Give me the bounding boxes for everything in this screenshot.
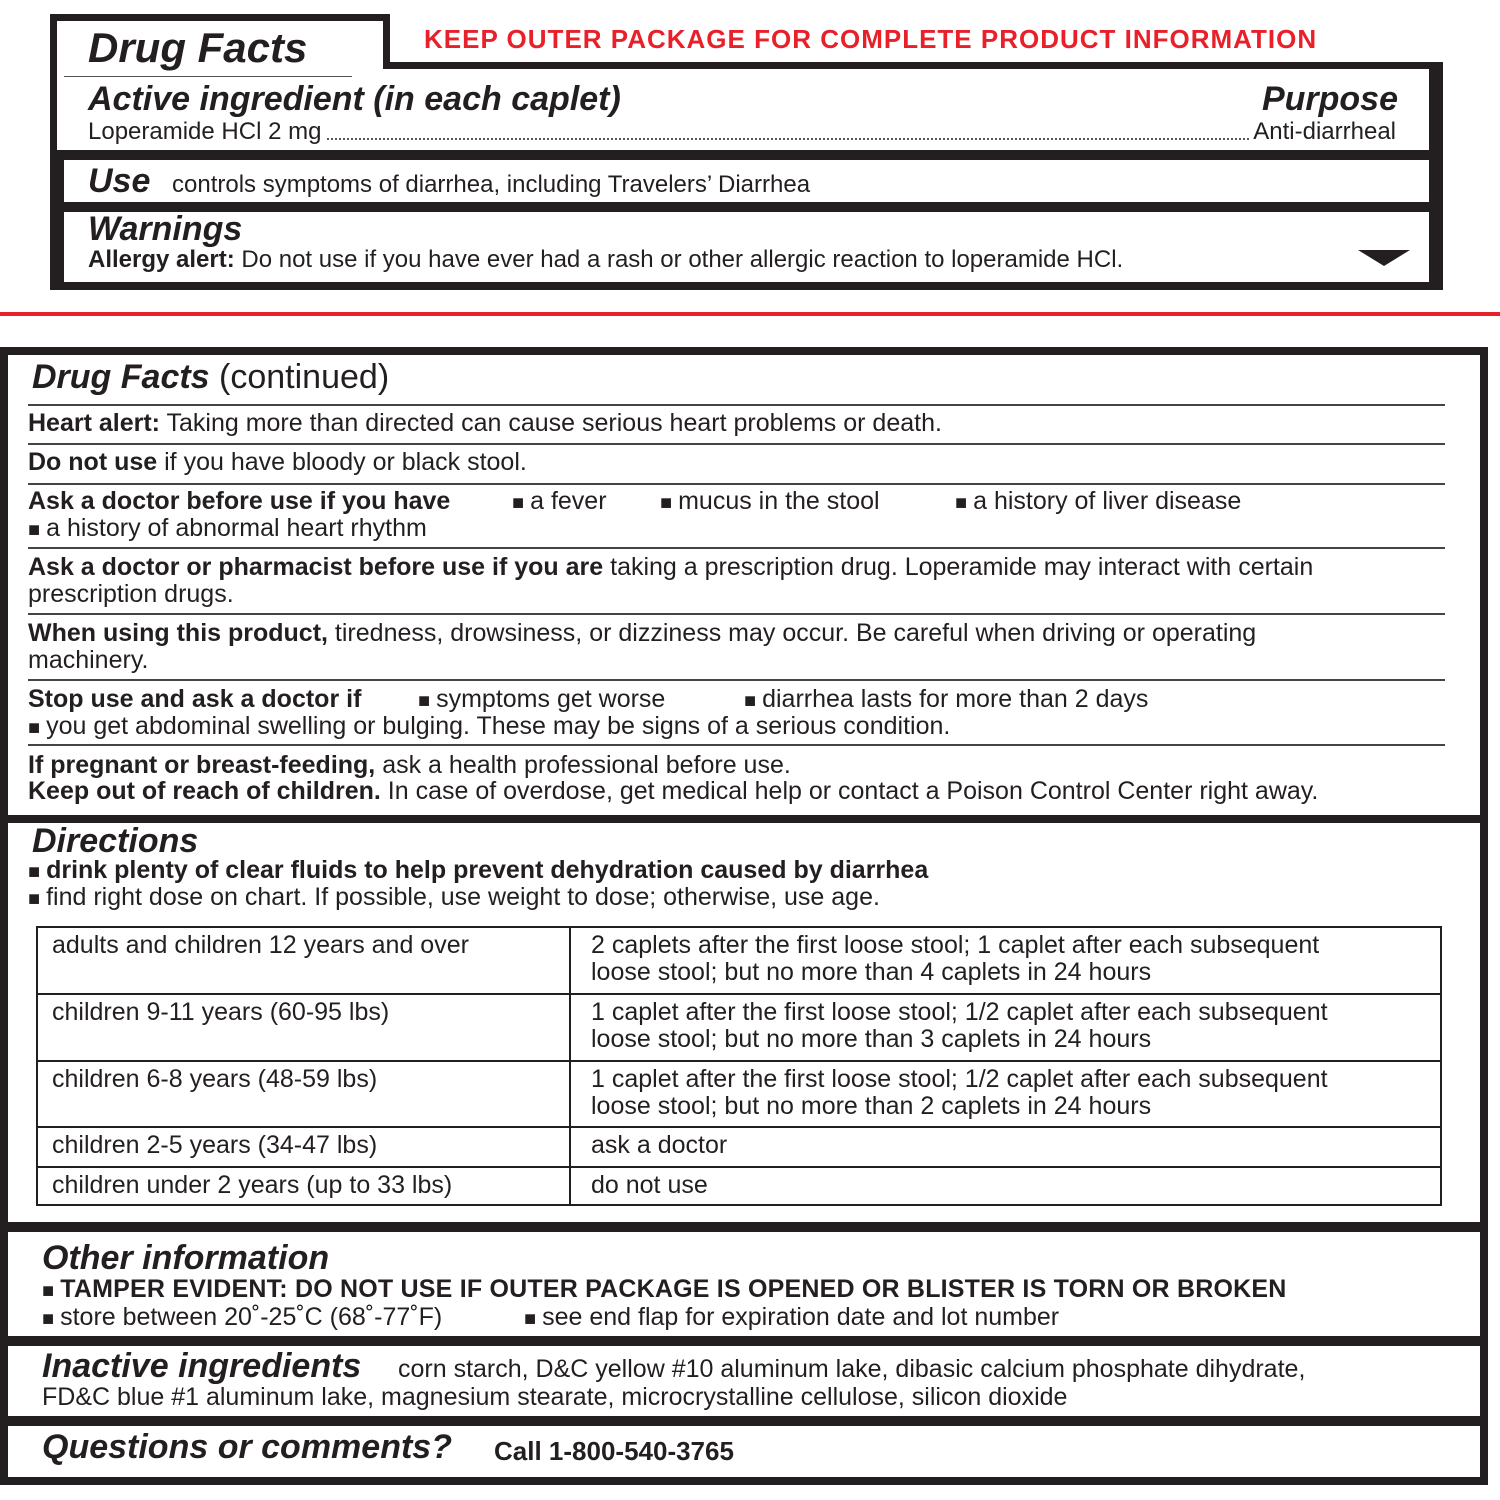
- ask-item: ■ a history of liver disease: [955, 488, 1241, 517]
- purpose-heading: Purpose: [1261, 80, 1398, 118]
- dose-cell: [570, 1127, 1441, 1167]
- dosage-row: [37, 1127, 1441, 1167]
- age-cell: [37, 1127, 570, 1167]
- dosage-table: [36, 926, 1442, 1206]
- dose-text: 1 caplet after the first loose stool; 1/2 caplet after each subsequent: [591, 998, 1328, 1026]
- age-text: children under 2 years (up to 33 lbs): [52, 1171, 453, 1199]
- inactive-text-cont: FD&C blue #1 aluminum lake, magnesium stearate, microcrystalline cellulose, silicon dioxide: [42, 1383, 1068, 1411]
- direction-item: ■ find right dose on chart. If possible, use weight to dose; otherwise, use age.: [28, 884, 880, 913]
- dose-cell: [570, 994, 1441, 1061]
- age-text: adults and children 12 years and over: [52, 931, 469, 959]
- dosage-row: [37, 927, 1441, 994]
- dose-cell: [570, 1167, 1441, 1205]
- warnings-heading: Warnings: [88, 210, 243, 248]
- questions-heading: Questions or comments?: [42, 1428, 452, 1466]
- ask-item: ■ a history of abnormal heart rhythm: [28, 515, 427, 544]
- dose-text: 2 caplets after the first loose stool; 1 caplet after each subsequent: [591, 931, 1320, 959]
- when-using-cont: machinery.: [28, 646, 149, 674]
- phone-number[interactable]: Call 1-800-540-3765: [494, 1436, 734, 1466]
- keep-out-of-reach: Keep out of reach of children. In case of overdose, get medical help or contact a Poison Control Center right away.: [28, 777, 1319, 805]
- heart-alert: Heart alert: Taking more than directed can cause serious heart problems or death.: [28, 409, 942, 437]
- age-text: children 6-8 years (48-59 lbs): [52, 1065, 378, 1093]
- ask-doctor-label: Ask a doctor before use if you have: [28, 487, 451, 515]
- dosage-row: [37, 994, 1441, 1061]
- ask-pharmacist-cont: prescription drugs.: [28, 580, 234, 608]
- ask-item: ■ a fever: [512, 488, 607, 517]
- use-heading: Use: [88, 162, 151, 200]
- age-text: children 9-11 years (60-95 lbs): [52, 998, 390, 1026]
- stop-use-label: Stop use and ask a doctor if: [28, 685, 362, 713]
- age-cell: [37, 994, 570, 1061]
- stop-item: ■ diarrhea lasts for more than 2 days: [744, 686, 1148, 715]
- dosage-row: [37, 1167, 1441, 1205]
- age-cell: [37, 1167, 570, 1205]
- ask-pharmacist: Ask a doctor or pharmacist before use if you are taking a prescription drug. Loperamide may interact with certain: [28, 553, 1314, 581]
- age-text: children 2-5 years (34-47 lbs): [52, 1131, 378, 1159]
- dose-text: loose stool; but no more than 2 caplets in 24 hours: [591, 1092, 1152, 1120]
- dose-cell: [570, 1061, 1441, 1127]
- use-text: controls symptoms of diarrhea, including Travelers’ Diarrhea: [172, 171, 811, 198]
- dose-text: loose stool; but no more than 4 caplets in 24 hours: [591, 958, 1152, 986]
- red-divider: [0, 312, 1500, 316]
- direction-item: ■ drink plenty of clear fluids to help prevent dehydration caused by diarrhea: [28, 857, 928, 886]
- allergy-alert: Allergy alert: Do not use if you have ever had a rash or other allergic reaction to loperamide HCl.: [88, 246, 1124, 273]
- purpose: Anti-diarrheal: [1253, 118, 1396, 145]
- end-flap: ■ see end flap for expiration date and lot number: [524, 1304, 1059, 1333]
- age-cell: [37, 1061, 570, 1127]
- age-cell: [37, 927, 570, 994]
- inactive-heading: Inactive ingredients: [42, 1347, 362, 1385]
- active-ingredient-heading: Active ingredient (in each caplet): [88, 80, 621, 118]
- keep-outer-package-notice: KEEP OUTER PACKAGE FOR COMPLETE PRODUCT INFORMATION: [424, 24, 1318, 54]
- dose-text: ask a doctor: [591, 1131, 728, 1159]
- directions-heading: Directions: [32, 822, 199, 860]
- stop-item: ■ you get abdominal swelling or bulging. These may be signs of a serious condition.: [28, 713, 950, 742]
- triangle-down-icon: [1358, 250, 1410, 266]
- other-info-heading: Other information: [42, 1239, 330, 1277]
- dose-text: do not use: [591, 1171, 708, 1199]
- stop-item: ■ symptoms get worse: [418, 686, 665, 715]
- ingredient: Loperamide HCl 2 mg: [88, 118, 322, 145]
- drug-facts-title: Drug Facts: [88, 24, 308, 71]
- dose-text: 1 caplet after the first loose stool; 1/2 caplet after each subsequent: [591, 1065, 1328, 1093]
- storage: ■ store between 20˚-25˚C (68˚-77˚F): [42, 1304, 442, 1333]
- do-not-use: Do not use if you have bloody or black stool.: [28, 448, 527, 476]
- ingredient-row: [88, 118, 1396, 146]
- dosage-row: [37, 1061, 1441, 1127]
- dose-text: loose stool; but no more than 3 caplets in 24 hours: [591, 1025, 1152, 1053]
- tamper-evident: ■ TAMPER EVIDENT: DO NOT USE IF OUTER PACKAGE IS OPENED OR BLISTER IS TORN OR BROKEN: [42, 1276, 1287, 1305]
- ask-item: ■ mucus in the stool: [660, 488, 880, 517]
- pregnant: If pregnant or breast-feeding, ask a health professional before use.: [28, 751, 791, 779]
- inactive-text: corn starch, D&C yellow #10 aluminum lake, dibasic calcium phosphate dihydrate,: [398, 1355, 1306, 1383]
- when-using: When using this product, tiredness, drowsiness, or dizziness may occur. Be careful when driving or operating: [28, 619, 1257, 647]
- dose-cell: [570, 927, 1441, 994]
- dot-leader: [327, 118, 1249, 140]
- continued-title: Drug Facts (continued): [32, 358, 390, 396]
